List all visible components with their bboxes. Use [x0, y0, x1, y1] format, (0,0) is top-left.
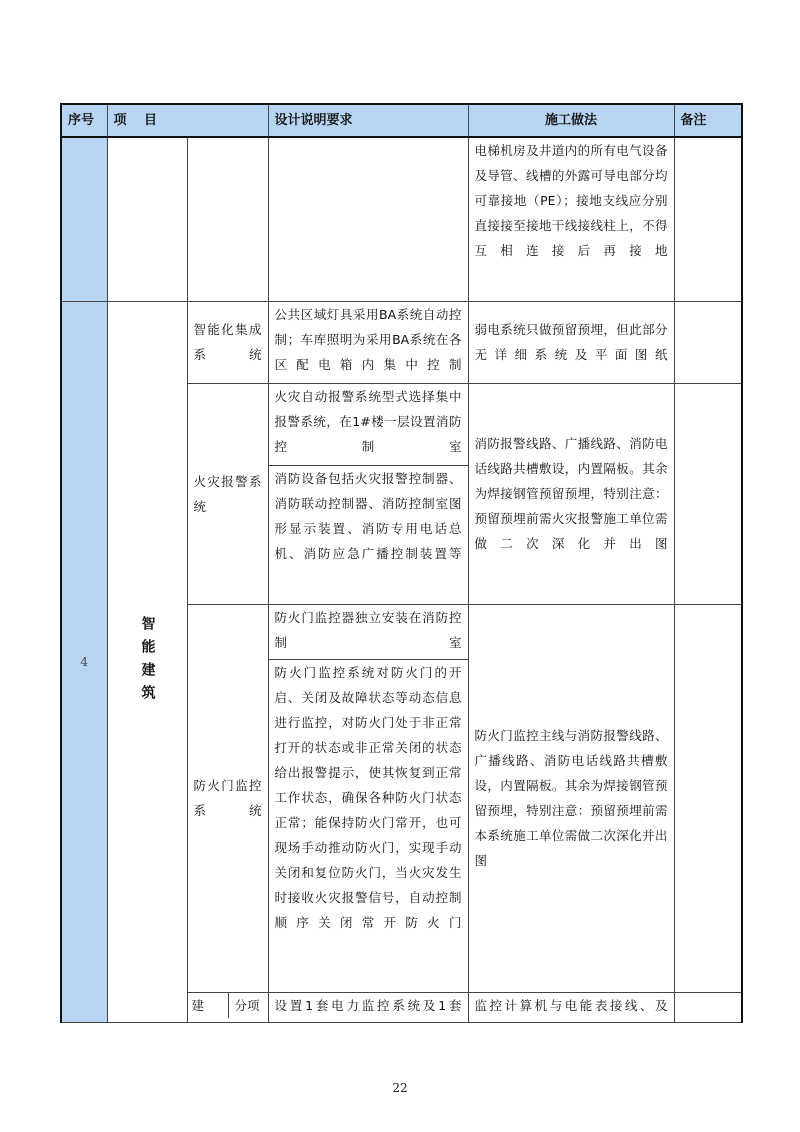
- header-item: 项 目: [107, 104, 268, 137]
- header-remarks: 备注: [674, 104, 742, 137]
- table-header-row: [61, 104, 742, 137]
- subitem-integration: 智能化集成系统: [187, 301, 268, 383]
- header-construction: 施工做法: [468, 104, 674, 137]
- section-category: 智能建筑: [107, 301, 187, 1022]
- remarks-fire-alarm: [674, 383, 742, 604]
- subitem-fire-door: 防火门监控系统: [187, 604, 268, 992]
- cell-design-empty: [268, 137, 468, 301]
- table-row-continued: [61, 137, 742, 301]
- remarks-integration: [674, 301, 742, 383]
- cell-category-empty: [107, 137, 187, 301]
- header-design: 设计说明要求: [268, 104, 468, 137]
- design-fire-alarm-2: 消防设备包括火灾报警控制器、消防联动控制器、消防控制室图形显示装置、消防专用电话总机、消防应急广播控制装置等: [268, 465, 468, 604]
- construction-fire-door: 防火门监控主线与消防报警线路、广播线路、消防电话线路共槽敷设，内置隔板。其余为焊接钢管预留预埋，特别注意：预留预埋前需本系统施工单位需做二次深化并出图: [468, 604, 674, 992]
- construction-integration: 弱电系统只做预留预埋，但此部分无详细系统及平面图纸: [468, 301, 674, 383]
- spec-table: [60, 103, 743, 1023]
- design-fire-door-1: 防火门监控器独立安装在消防控制室: [268, 604, 468, 659]
- section-number: 4: [61, 301, 107, 1022]
- header-no: 序号: [61, 104, 107, 137]
- design-fire-door-2: 防火门监控系统对防火门的开启、关闭及故障状态等动态信息进行监控，对防火门处于非正常打开的状态或非正常关闭的状态给出报警提示，使其恢复到正常工作状态，确保各种防火门状态正常；能保持防火门常开，也可现场手动推动防火门，实现手动关闭和复位防火门，当火灾发生时接收火灾报警信号，自动控制顺序关闭常开防火门: [268, 659, 468, 992]
- cell-construction-continued: 电梯机房及井道内的所有电气设备及导管、线槽的外露可导电部分均可靠接地（PE）；接地支线应分别直接接至接地干线接线柱上，不得互相连接后再接地: [468, 137, 674, 301]
- remarks-power-monitor: [674, 992, 742, 1022]
- construction-power-monitor: 监控计算机与电能表接线、及: [468, 992, 674, 1022]
- subitem-fire-alarm: 火灾报警系统: [187, 383, 268, 604]
- design-power-monitor: 设置1套电力监控系统及1套: [268, 992, 468, 1022]
- subitem-label-b: 分项: [234, 997, 260, 1013]
- page-number: 22: [392, 1081, 408, 1095]
- cell-no-empty: [61, 137, 107, 301]
- subitem-label-a: 建: [192, 993, 229, 1018]
- cell-subitem-empty: [187, 137, 268, 301]
- construction-fire-alarm: 消防报警线路、广播线路、消防电话线路共槽敷设，内置隔板。其余为焊接钢管预留预埋，特别注意：预留预埋前需火灾报警施工单位需做二次深化并出图: [468, 383, 674, 604]
- remarks-fire-door: [674, 604, 742, 992]
- subitem-power-monitor: [187, 992, 268, 1022]
- table-row-integration: [61, 301, 742, 383]
- cell-remarks-empty: [674, 137, 742, 301]
- design-fire-alarm-1: 火灾自动报警系统型式选择集中报警系统，在1#楼一层设置消防控制室: [268, 383, 468, 465]
- design-integration: 公共区域灯具采用BA系统自动控制；车库照明为采用BA系统在各区配电箱内集中控制: [268, 301, 468, 383]
